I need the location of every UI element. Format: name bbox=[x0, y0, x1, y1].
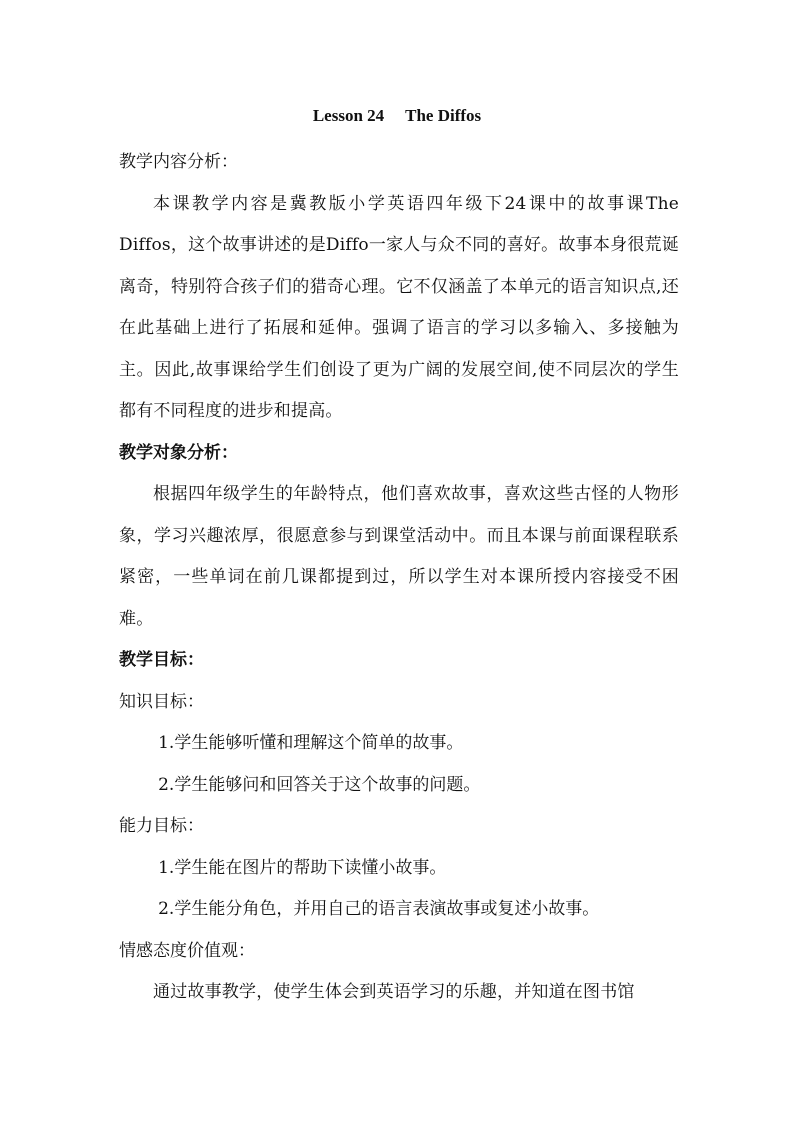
knowledge-goal-item: 1.学生能够听懂和理解这个简单的故事。 bbox=[158, 733, 464, 753]
document-body bbox=[119, 142, 679, 1014]
content-analysis-paragraph: 本课教学内容是冀教版小学英语四年级下24课中的故事课The Diffos，这个故事讲述的是Diffo一家人与众不同的喜好。故事本身很荒诞离奇，特别符合孩子们的猎奇心理。它不仅涵盖了本单元的语言知识点,还在此基础上进行了拓展和延伸。强调了语言的学习以多输入、多接触为主。因此,故事课给学生们创设了更为广阔的发展空间,使不同层次的学生都有不同程度的进步和提高。 bbox=[119, 193, 679, 421]
knowledge-goal-item: 2.学生能够问和回答关于这个故事的问题。 bbox=[158, 774, 481, 795]
teaching-goals-heading: 教学目标： bbox=[119, 650, 204, 670]
attitude-values-paragraph: 通过故事教学，使学生体会到英语学习的乐趣，并知道在图书馆 bbox=[153, 982, 635, 1002]
ability-goals-heading: 能力目标： bbox=[119, 816, 204, 836]
content-analysis-heading: 教学内容分析： bbox=[119, 152, 238, 172]
audience-analysis-heading: 教学对象分析： bbox=[119, 442, 238, 463]
knowledge-goals-heading: 知识目标： bbox=[119, 691, 204, 712]
audience-analysis-paragraph: 根据四年级学生的年龄特点，他们喜欢故事，喜欢这些古怪的人物形象，学习兴趣浓厚，很愿意参与到课堂活动中。而且本课与前面课程联系紧密，一些单词在前几课都提到过，所以学生对本课所授内容接受不困难。 bbox=[119, 484, 679, 629]
attitude-values-heading: 情感态度价值观： bbox=[119, 940, 255, 961]
lesson-title: Lesson 24 The Diffos bbox=[312, 106, 482, 125]
ability-goal-item: 1.学生能在图片的帮助下读懂小故事。 bbox=[158, 857, 447, 878]
ability-goal-item: 2.学生能分角色，并用自己的语言表演故事或复述小故事。 bbox=[158, 899, 600, 919]
